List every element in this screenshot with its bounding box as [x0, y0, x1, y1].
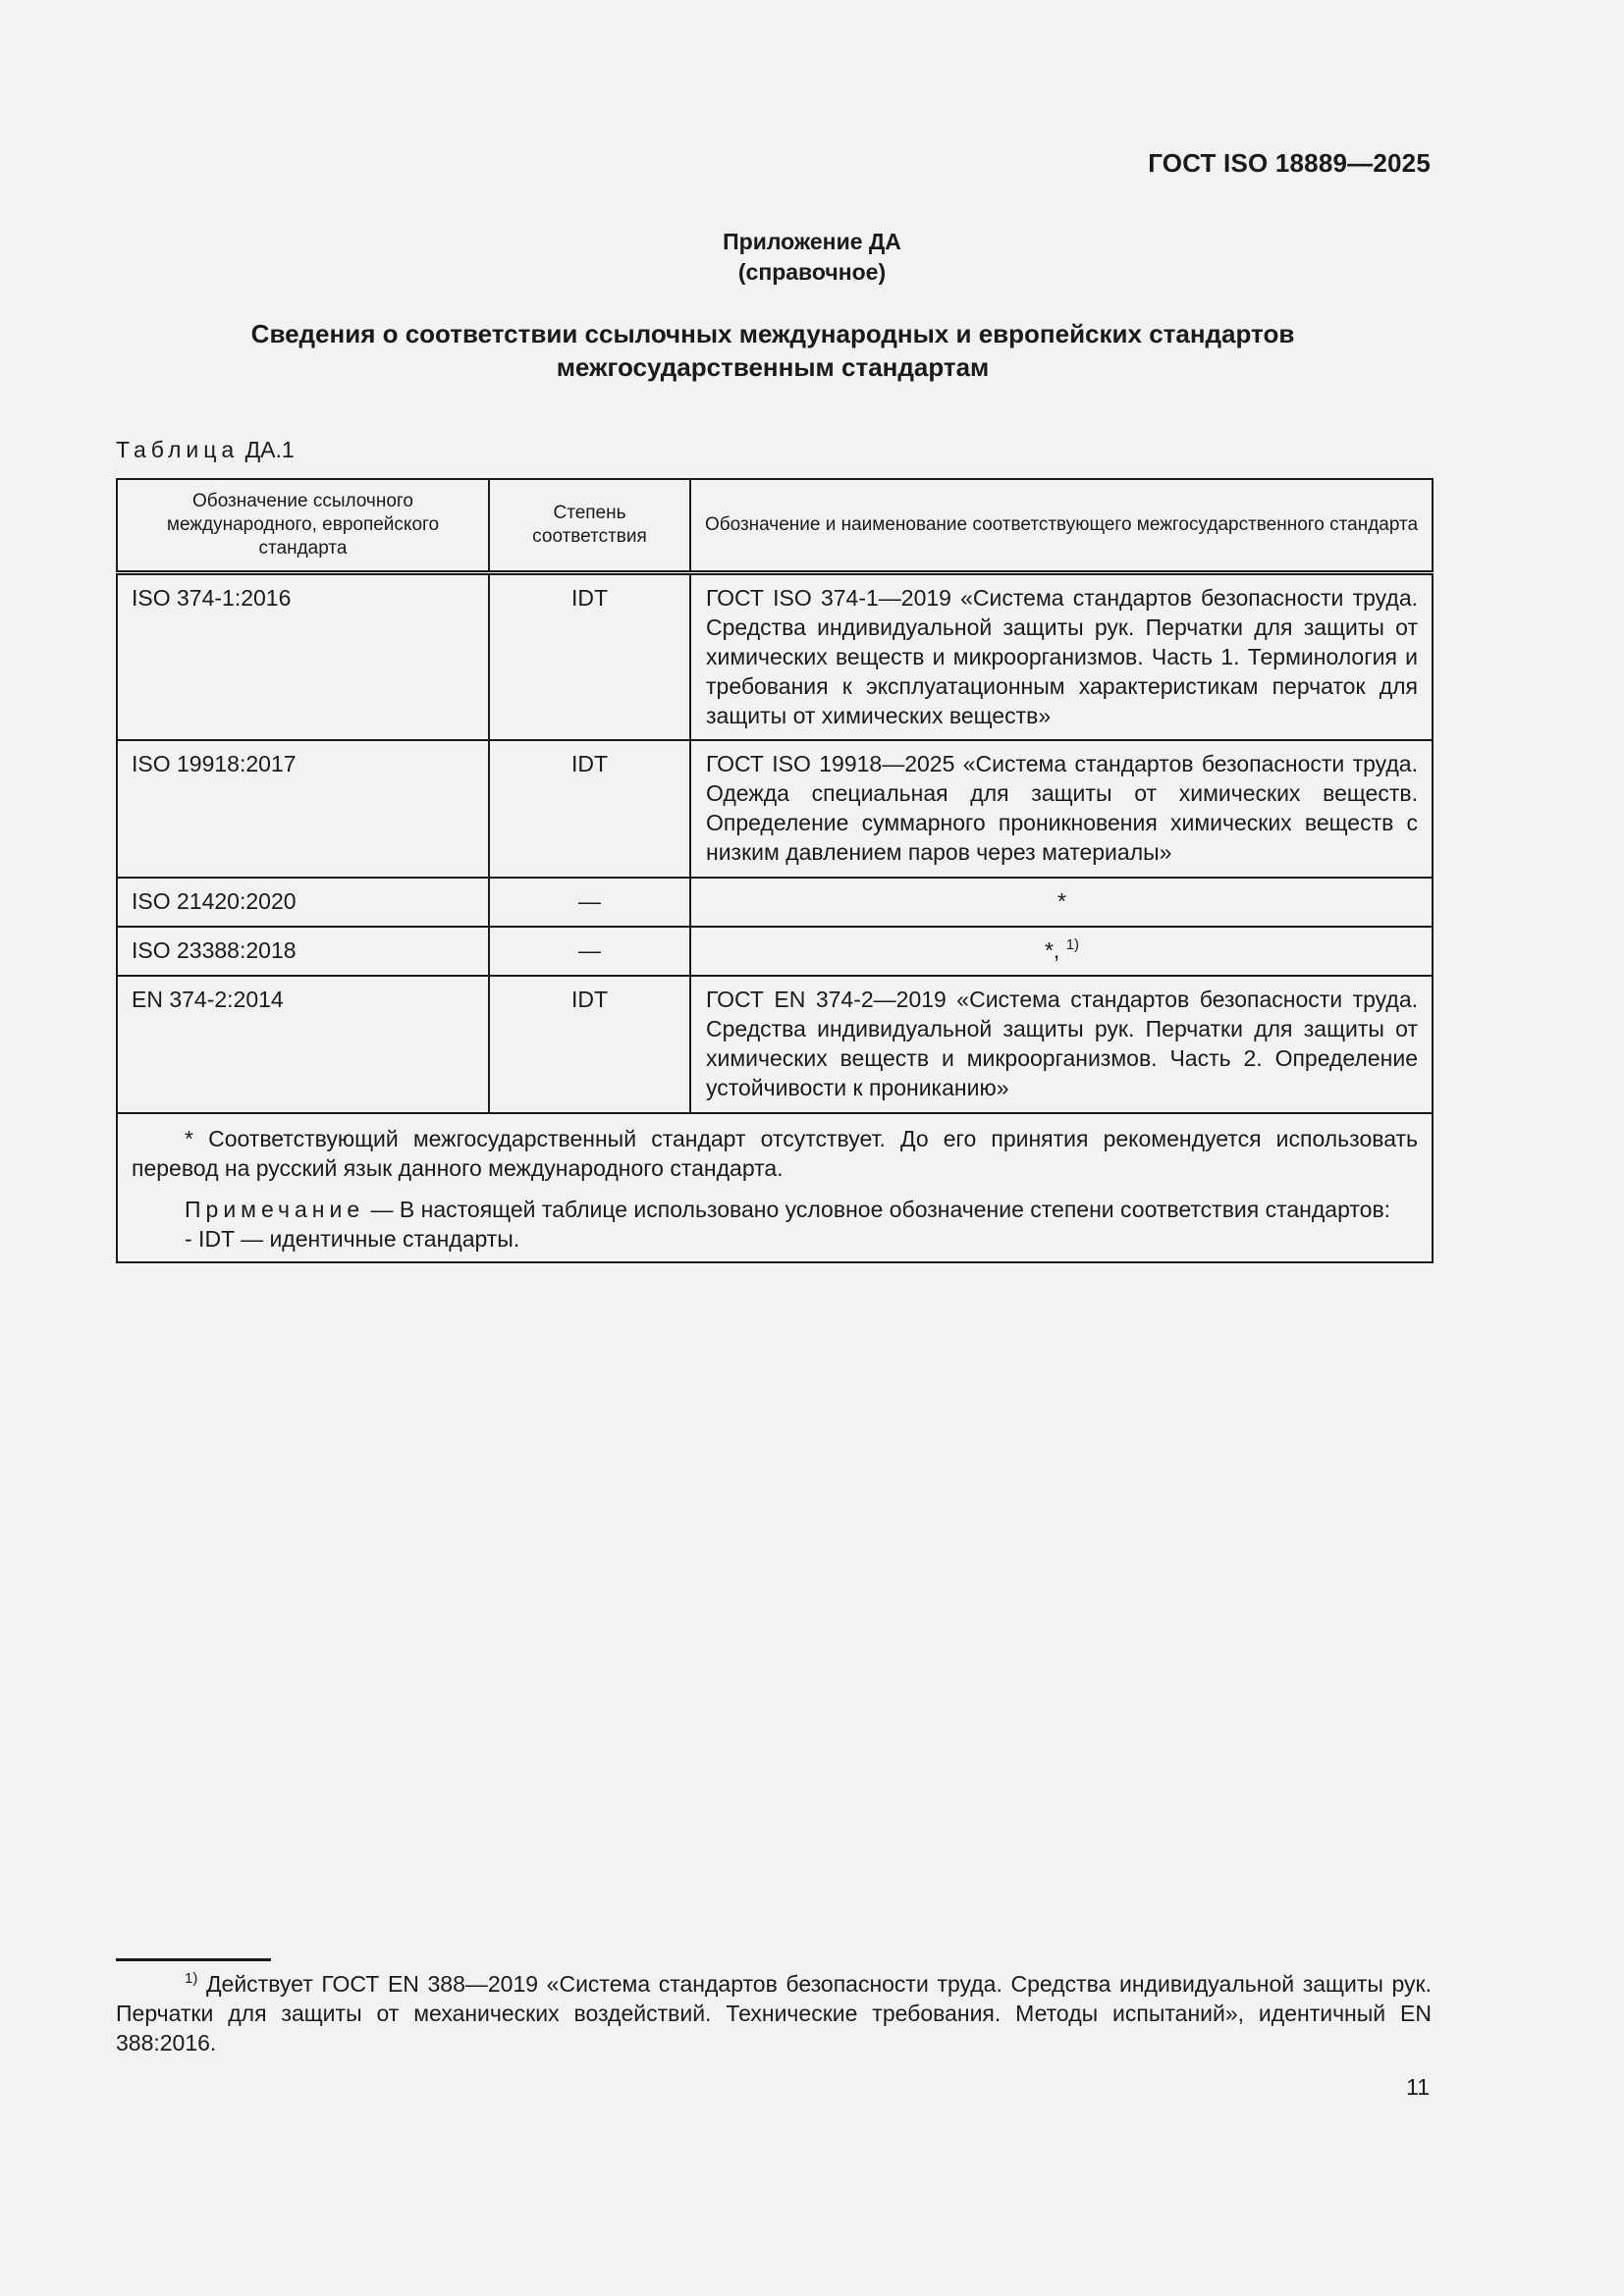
interstate-standard-cell [690, 927, 1433, 976]
table-header-row [117, 479, 1433, 573]
annex-kind: (справочное) [737, 259, 887, 285]
table-notes-cell [117, 1113, 1433, 1262]
table-row [117, 976, 1433, 1113]
degree-cell: IDT [489, 573, 690, 740]
table-note [132, 1195, 1418, 1224]
table-row [117, 878, 1433, 927]
interstate-standard-cell: ГОСТ EN 374-2—2019 «Система стандартов безопасности труда. Средства индивидуальной защиты рук. Перчатки для защиты от химических веществ и микроорганизмов. Часть 2. Определение устойчивости к прониканию» [690, 976, 1433, 1113]
page-number: 11 [1406, 2074, 1430, 2100]
column-header-degree: Степень соответствия [489, 479, 690, 573]
standard-code-cell: EN 374-2:2014 [117, 976, 489, 1113]
table-caption-id: ДА.1 [244, 437, 295, 462]
page-footnote [116, 1969, 1432, 2057]
section-title-line1: Сведения о соответствии ссылочных международных и европейских стандартов [250, 319, 1295, 348]
column-header-interstate-standard: Обозначение и наименование соответствующего межгосударственного стандарта [690, 479, 1433, 573]
standard-code-cell: ISO 23388:2018 [117, 927, 489, 976]
table-caption [116, 437, 295, 463]
note-item: - IDT — идентичные стандарты. [185, 1225, 520, 1252]
degree-cell: — [489, 878, 690, 927]
degree-cell: IDT [489, 976, 690, 1113]
section-title [177, 317, 1369, 384]
footnote-marker: 1) [185, 1970, 198, 1987]
table-row [117, 927, 1433, 976]
interstate-standard-cell: ГОСТ ISO 19918—2025 «Система стандартов безопасности труда. Одежда специальная для защиты от химических веществ. Определение суммарного проникновения химических веществ с низким давлением паров через материалы» [690, 740, 1433, 878]
footnote-separator [116, 1958, 271, 1961]
standard-code-cell: ISO 374-1:2016 [117, 573, 489, 740]
annex-title: Приложение ДА [723, 229, 901, 254]
document-code: ГОСТ ISO 18889—2025 [1148, 148, 1431, 178]
section-title-line2: межгосударственным стандартам [556, 352, 990, 382]
absent-standard-mark: *, [1044, 936, 1060, 963]
footnote-text: Действует ГОСТ EN 388—2019 «Система стандартов безопасности труда. Средства индивидуальной защиты рук. Перчатки для защиты от механических воздействий. Технические требования. Методы испытаний», идентичный EN 388:2016. [116, 1971, 1432, 2056]
footnote-ref: 1) [1065, 935, 1080, 953]
table-row [117, 573, 1433, 740]
interstate-standard-cell: * [690, 878, 1433, 927]
standard-code-cell: ISO 19918:2017 [117, 740, 489, 878]
degree-cell: — [489, 927, 690, 976]
standard-code-cell: ISO 21420:2020 [117, 878, 489, 927]
table-row [117, 740, 1433, 878]
column-header-reference-standard: Обозначение ссылочного международного, европейского стандарта [117, 479, 489, 573]
table-caption-word: Таблица [116, 437, 240, 462]
annex-heading [0, 227, 1624, 288]
table-notes-row [117, 1113, 1433, 1262]
degree-cell: IDT [489, 740, 690, 878]
interstate-standard-cell: ГОСТ ISO 374-1—2019 «Система стандартов безопасности труда. Средства индивидуальной защиты рук. Перчатки для защиты от химических веществ и микроорганизмов. Часть 1. Терминология и требования к эксплуатационным характеристикам перчаток для защиты от химических веществ» [690, 573, 1433, 740]
correspondence-table [116, 478, 1434, 1263]
star-footnote: * Соответствующий межгосударственный стандарт отсутствует. До его принятия рекомендуется использовать перевод на русский язык данного международного стандарта. [132, 1125, 1418, 1181]
note-label: Примечание [185, 1196, 365, 1222]
note-text: — В настоящей таблице использовано условное обозначение степени соответствия стандартов: [364, 1196, 1391, 1222]
